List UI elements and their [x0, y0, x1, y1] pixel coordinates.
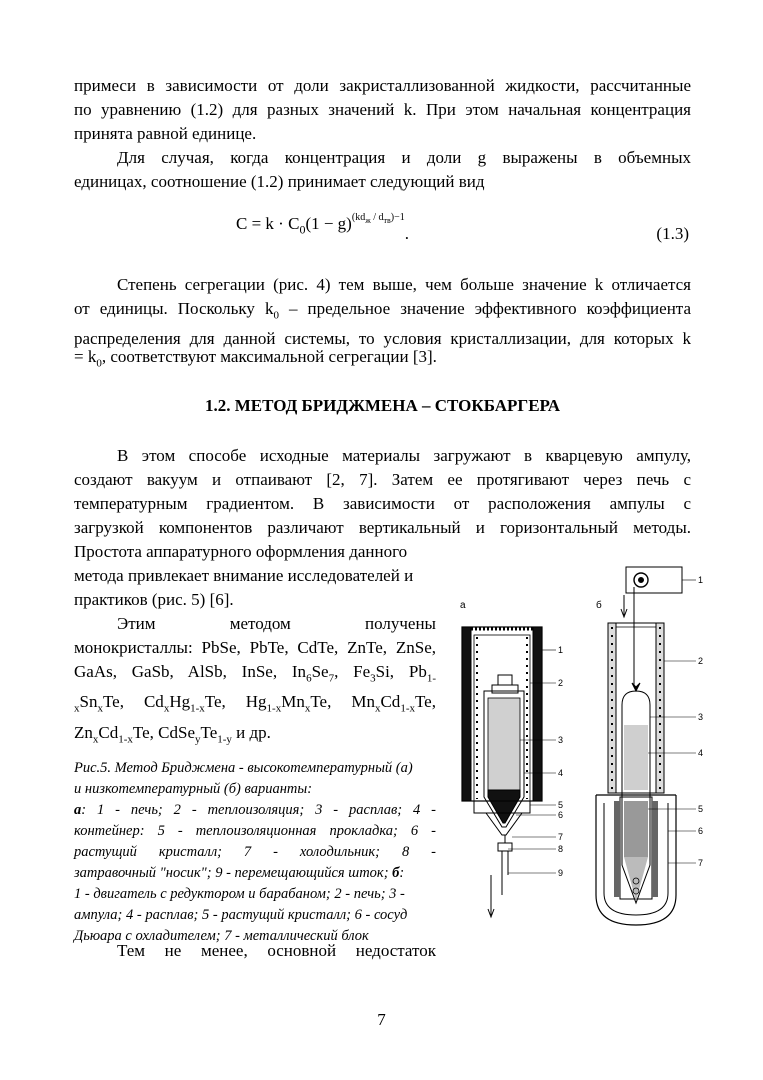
text-line: Степень сегрегации (рис. 4) тем выше, чем больше значение k отличается: [117, 275, 691, 294]
svg-text:2: 2: [698, 656, 704, 666]
paragraph-3-end: = $k_0$, соответствуют максимальной сегрегации [3].: [74, 347, 437, 370]
svg-text:2: 2: [558, 678, 564, 688]
svg-text:4: 4: [558, 768, 564, 778]
figure-caption: Рис.5. Метод Бриджмена - высокотемпературный (а) и низкотемпературный (б) варианты: а: 1 - печь; 2 - теплоизоляция; 3 - расплав; 4 - контейнер: 5 - теплоизоляционная прокладка; 6 - растущий кристалл; 7 - холодильник; 8 - затравочный "носик"; 9 - перемещающийся шток; б: 1 - двигатель с редуктором и барабаном; 2 - печь; 3 - ампула; 4 - расплав; 5 - растущий кристалл; 6 - сосуд Дьюара с охладителем; 7 - металлический блок: [74, 760, 436, 944]
section-heading: 1.2. МЕТОД БРИДЖМЕНА – СТОКБАРГЕРА: [204, 396, 561, 415]
svg-text:1: 1: [558, 645, 564, 655]
formula-1-3: $C = k \cdot C_0(1 - g)^{(kd_ж / d_{тв})-1}$.: [236, 212, 410, 243]
text-line: загрузкой компонентов различают вертикальный и горизонтальный методы.: [74, 518, 691, 537]
svg-text:1: 1: [698, 575, 704, 585]
text-line: температурным градиентом. В зависимости от расположения ампулы с: [74, 494, 691, 513]
text-line: примеси в зависимости от доли закристаллизованной жидкости, рассчитанные: [74, 76, 691, 95]
text-line: монокристаллы: PbSe, PbTe, CdTe, ZnTe, ZnSe,: [74, 638, 436, 657]
paragraph-1: [74, 74, 691, 122]
paragraph-5: [74, 612, 436, 751]
svg-text:7: 7: [558, 832, 564, 842]
paragraph-1-end: [74, 122, 691, 146]
diagram-b-numbers: [698, 575, 703, 868]
svg-text:8: 8: [558, 844, 564, 854]
text-line: Простота аппаратурного оформления данного: [74, 542, 408, 561]
diagram-b: [596, 567, 696, 925]
text-line: $Zn_xCd_{1-x}Te$, $CdSe_yTe_{1-y}$ и др.: [74, 722, 271, 746]
text-line: GaAs, GaSb, AlSb, InSe, $In_6Se_7$, $Fe_3Si$, $Pb_{1-}$: [74, 662, 436, 685]
svg-text:6: 6: [558, 810, 564, 820]
equation-number: (1.3): [656, 224, 689, 243]
text-line: принята равной единице.: [74, 124, 257, 143]
svg-text:3: 3: [698, 712, 704, 722]
text-line: практиков (рис. 5) [6].: [74, 590, 234, 609]
paragraph-2: [74, 146, 691, 170]
label-b: б: [596, 600, 602, 611]
text-line: единицах, соотношение (1.2) принимает следующий вид: [74, 172, 485, 191]
svg-text:3: 3: [558, 735, 564, 745]
svg-text:6: 6: [698, 826, 704, 836]
text-line: В этом способе исходные материалы загружают в кварцевую ампулу,: [117, 446, 691, 465]
text-line: метода привлекает внимание исследователей и: [74, 566, 414, 585]
svg-text:9: 9: [558, 868, 564, 878]
svg-text:5: 5: [558, 800, 564, 810]
text-line: $_xSn_xTe$, $Cd_xHg_{1-x}Te$, $Hg_{1-x}Mn_xTe$, $Mn_xCd_{1-x}Te$,: [74, 692, 436, 715]
label-a: а: [460, 600, 466, 611]
svg-text:7: 7: [698, 858, 704, 868]
svg-text:5: 5: [698, 804, 704, 814]
paragraph-4-column: [74, 540, 436, 612]
text-line: Этим методом получены: [117, 614, 436, 633]
text-line: создают вакуум и отпаивают [2, 7]. Затем ее протягивают через печь с: [74, 470, 691, 489]
paragraph-6: Тем не менее, основной недостаток: [117, 941, 436, 960]
paragraph-4: [74, 444, 691, 540]
text-line: по уравнению (1.2) для разных значений k. При этом начальная концентрация: [74, 100, 691, 119]
text-line: распределения для данной системы, то условия кристаллизации, для которых k: [74, 329, 691, 349]
figure-5-bridgman-diagram: [446, 565, 716, 945]
svg-text:4: 4: [698, 748, 704, 758]
diagram-a-numbers: [558, 645, 563, 878]
diagram-a: [462, 627, 556, 917]
paragraph-2-end: [74, 170, 691, 194]
paragraph-3: Степень сегрегации (рис. 4) тем выше, чем больше значение k отличается от единицы. Поскольку $k_0$ – предельное значение эффективного коэффициента распределения для данной системы, то условия кристаллизации, для которых k: [74, 275, 691, 349]
page-number: 7: [377, 1010, 386, 1029]
text-line: Для случая, когда концентрация и доли g выражены в объемных: [117, 148, 691, 167]
